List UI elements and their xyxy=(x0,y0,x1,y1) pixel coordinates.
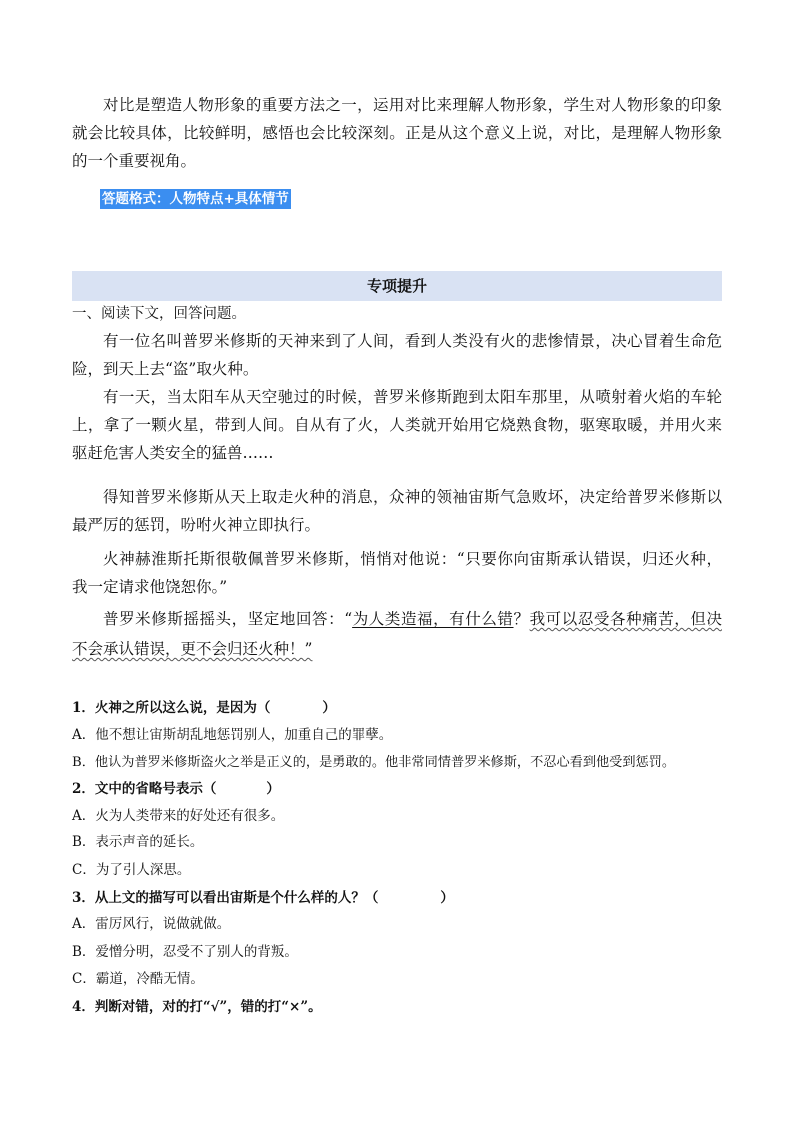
passage-line xyxy=(72,639,722,659)
passage-line: 上，拿了一颗火星，带到人间。自从有了火，人类就开始用它烧熟食物，驱寒取暖，并用火来 xyxy=(72,416,722,434)
question-stem: 3．从上文的描写可以看出宙斯是个什么样的人？（ xyxy=(72,890,379,906)
question-1 xyxy=(72,699,336,717)
passage-line: 有一天，当太阳车从天空驰过的时候，普罗米修斯跑到太阳车那里，从喷射着火焰的车轮 xyxy=(103,388,722,406)
intro-line: 就会比较具体，比较鲜明，感悟也会比较深刻。正是从这个意义上说，对比，是理解人物形象 xyxy=(72,124,722,142)
question-close: ） xyxy=(322,700,336,716)
passage-line: 险，到天上去“盗”取火种。 xyxy=(72,360,259,378)
passage-text: 普罗米修斯摇摇头，坚定地回答：“ xyxy=(103,610,353,628)
intro-line: 的一个重要视角。 xyxy=(72,152,197,170)
option: C．为了引人深思。 xyxy=(72,862,191,878)
option: A．他不想让宙斯胡乱地惩罚别人，加重自己的罪孽。 xyxy=(72,727,393,743)
underlined-text: 为人类造福，有什么错 xyxy=(352,610,514,628)
intro-line: 对比是塑造人物形象的重要方法之一，运用对比来理解人物形象，学生对人物形象的印象 xyxy=(103,96,722,114)
section-title: 专项提升 xyxy=(72,271,722,301)
reading-instruction: 一、阅读下文，回答问题。 xyxy=(72,306,246,322)
passage-line: 最严厉的惩罚，吩咐火神立即执行。 xyxy=(72,516,321,534)
answer-format-highlight: 答题格式：人物特点+具体情节 xyxy=(102,191,289,207)
wavy-underlined-text: 我可以忍受各种痛苦，但决 xyxy=(529,610,722,628)
option: A．火为人类带来的好处还有很多。 xyxy=(72,808,285,824)
question-4: 4．判断对错，对的打“√”，错的打“×”。 xyxy=(72,999,322,1015)
option: C．霸道，冷酷无情。 xyxy=(72,971,204,987)
question-stem: 1．火神之所以这么说，是因为（ xyxy=(72,700,271,716)
option: B．爱憎分明，忍受不了别人的背叛。 xyxy=(72,944,298,960)
passage-line: 驱赶危害人类安全的猛兽…… xyxy=(72,444,274,462)
question-close: ） xyxy=(266,781,280,797)
question-3 xyxy=(72,889,454,907)
passage-line: 有一位名叫普罗米修斯的天神来到了人间，看到人类没有火的悲惨情景，决心冒着生命危 xyxy=(103,332,722,350)
option: B．他认为普罗米修斯盗火之举是正义的，是勇敢的。他非常同情普罗米修斯，不忍心看到他受到惩罚。 xyxy=(72,755,676,770)
question-close: ） xyxy=(440,890,454,906)
question-2 xyxy=(72,780,280,798)
wavy-underlined-text: 不会承认错误，更不会归还火种！” xyxy=(72,640,313,658)
question-stem: 2．文中的省略号表示（ xyxy=(72,781,217,797)
passage-line: 得知普罗米修斯从天上取走火种的消息，众神的领袖宙斯气急败坏，决定给普罗米修斯以 xyxy=(103,488,722,506)
passage-line: 火神赫淮斯托斯很敬佩普罗米修斯，悄悄对他说：“只要你向宙斯承认错误，归还火种， xyxy=(103,550,722,568)
option: A．雷厉风行，说做就做。 xyxy=(72,916,231,932)
passage-text: ？ xyxy=(513,610,530,628)
option: B．表示声音的延长。 xyxy=(72,834,204,850)
passage-line xyxy=(72,609,722,629)
passage-line: 我一定请求他饶恕你。” xyxy=(72,578,228,596)
